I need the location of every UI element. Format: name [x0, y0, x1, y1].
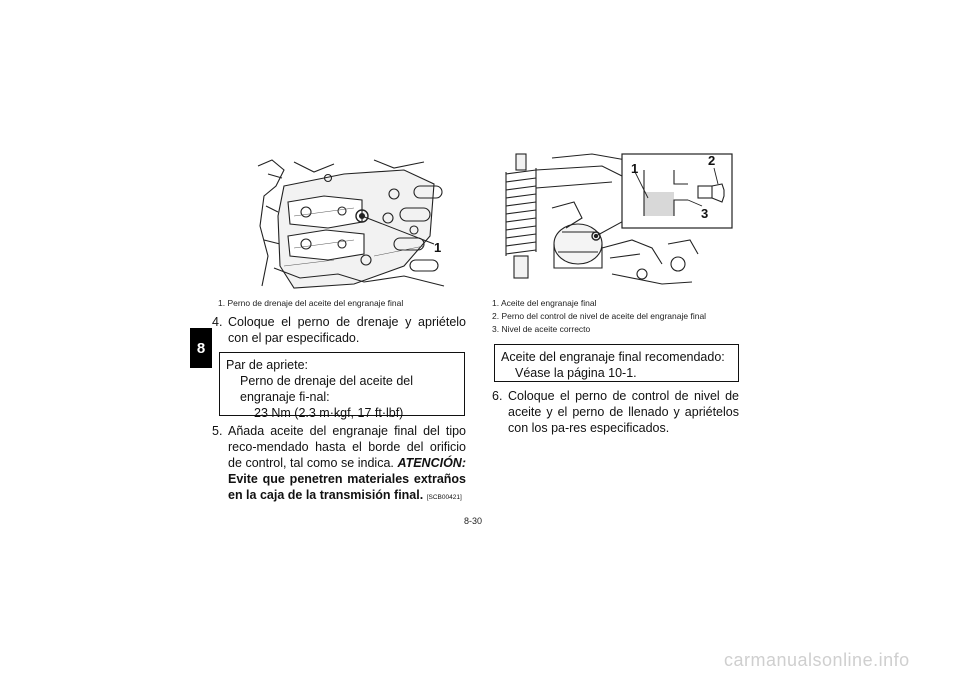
- page-number: 8-30: [464, 516, 483, 526]
- attention-label: ATENCIÓN:: [397, 456, 466, 470]
- left-figure-caption: [218, 297, 403, 310]
- step-number: 5.: [212, 424, 223, 438]
- callout-1: 1: [434, 240, 442, 255]
- caption-line: 3. Nivel de aceite correcto: [492, 324, 591, 334]
- oil-level-illustration: [492, 148, 738, 296]
- step-4: [212, 314, 466, 346]
- recommended-oil-box: [494, 344, 739, 382]
- reference-code: [SCB00421]: [426, 494, 462, 501]
- step-text: [228, 423, 466, 506]
- step-number: 4.: [212, 315, 223, 329]
- spec-value: 23 Nm (2.3 m·kgf, 17 ft·lbf): [254, 406, 404, 420]
- callout-3: 3: [701, 206, 709, 221]
- spec-item: Perno de drenaje del aceite del engranaje fi-nal:: [240, 374, 414, 404]
- oil-level-figure: [492, 148, 738, 296]
- step-5: [212, 423, 466, 506]
- drain-bolt-figure: [254, 156, 450, 296]
- oil-box-title: Aceite del engranaje final recomendado:: [501, 350, 725, 364]
- attention-text: Evite que penetren materiales extraños en la caja de la transmisión final.: [228, 472, 466, 502]
- step-6: [492, 388, 739, 436]
- step-body: Añada aceite del engranaje final del tipo reco-mendado hasta el borde del orificio de control, tal como se indica.: [228, 424, 466, 470]
- step-text: Coloque el perno de control de nivel de aceite y el perno de llenado y apriételos con los pa-res especificados.: [508, 389, 739, 435]
- caption-line: 2. Perno del control de nivel de aceite del engranaje final: [492, 311, 707, 321]
- right-figure-caption: [492, 297, 706, 336]
- drain-bolt-illustration: [254, 156, 450, 296]
- footer-watermark[interactable]: carmanualsonline.info: [724, 650, 910, 670]
- section-tab: 8: [190, 328, 212, 368]
- callout-1: 1: [631, 161, 639, 176]
- spec-title: Par de apriete:: [226, 358, 308, 372]
- step-text: Coloque el perno de drenaje y apriételo con el par especificado.: [228, 315, 466, 345]
- caption-line: 1. Aceite del engranaje final: [492, 298, 597, 308]
- torque-spec-box: [219, 352, 465, 420]
- oil-box-value: Véase la página 10-1.: [515, 366, 637, 380]
- caption-line: 1. Perno de drenaje del aceite del engranaje final: [218, 298, 404, 308]
- step-number: 6.: [492, 389, 503, 403]
- callout-2: 2: [708, 153, 716, 168]
